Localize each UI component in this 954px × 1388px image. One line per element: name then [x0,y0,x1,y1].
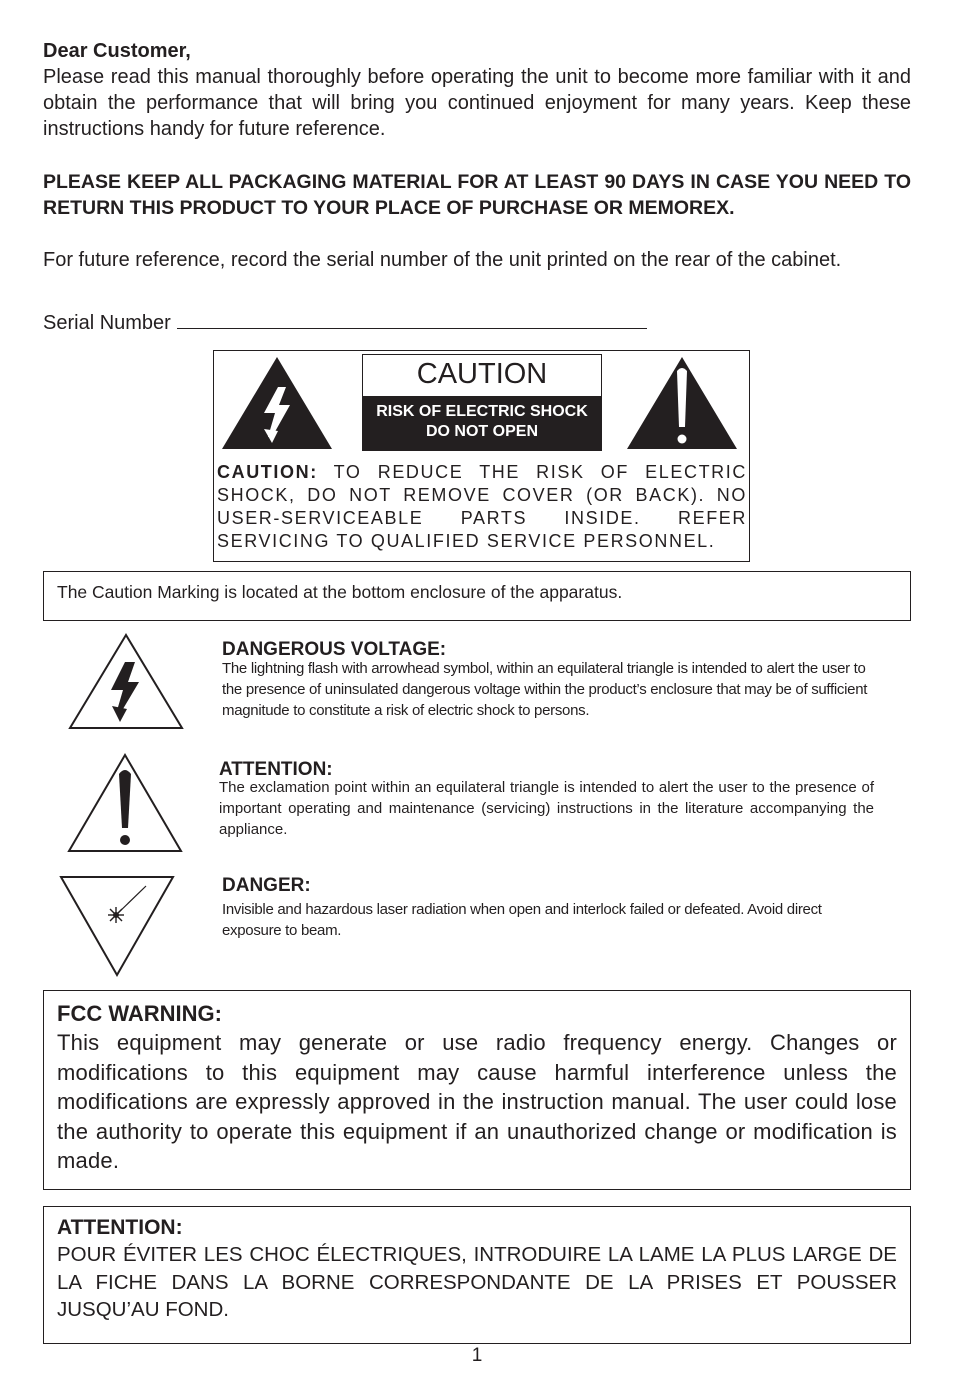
page-number: 1 [471,1345,483,1366]
attention-symbol-text: The exclamation point within an equilateral triangle is intended to alert the user to the presence of important operating and maintenance (servicing) instructions in the literature accompanying the appliance. [219,779,874,838]
caution-warning-text [217,461,747,553]
danger-symbol-title: DANGER: [222,875,311,896]
caution-marking-note [43,571,911,621]
attention-symbol-title: ATTENTION: [219,759,333,780]
caution-title: CAUTION [416,358,548,390]
exclamation-triangle-icon [66,752,184,854]
caution-title-panel [362,354,602,451]
caution-marking-text: The Caution Marking is located at the bottom enclosure of the apparatus. [57,582,623,602]
attention-symbol-section [219,759,874,840]
risk-line-2: DO NOT OPEN [425,423,538,440]
caution-text-lead: CAUTION: [217,462,318,482]
packaging-notice: PLEASE KEEP ALL PACKAGING MATERIAL FOR AT LEAST 90 DAYS IN CASE YOU NEED TO RETURN THIS PRODUCT TO YOUR PLACE OF PURCHASE OR MEMOREX. [43,171,911,219]
dangerous-voltage-title: DANGEROUS VOLTAGE: [222,639,447,660]
french-attention-box [43,1206,911,1344]
caution-label [213,350,750,562]
exclamation-warning-icon [625,355,739,451]
serial-number-label: Serial Number [43,312,171,334]
fcc-warning-text: This equipment may generate or use radio frequency energy. Changes or modifications to this equipment may cause harmful interference unless the modifications are expressly approved in the instruction manual. The user could lose the authority to operate this equipment if an unauthorized change or modification is made. [57,1030,897,1173]
dangerous-voltage-text: The lightning flash with arrowhead symbol, within an equilateral triangle is intended to alert the user to the presence of uninsulated dangerous voltage within the product’s enclosure that may be of sufficient magnitude to constitute a risk of electric shock to persons. [222,660,868,719]
danger-symbol-text: Invisible and hazardous laser radiation when open and interlock failed or defeated. Avoid direct exposure to beam. [222,901,822,939]
future-reference-note: For future reference, record the serial number of the unit printed on the rear of the cabinet. [43,249,842,271]
lightning-triangle-icon [67,632,185,731]
lightning-warning-icon [220,355,334,451]
intro-paragraph: Please read this manual thoroughly before operating the unit to become more familiar with it and obtain the performance that will bring you continued enjoyment for many years. Keep these instructions handy for future reference. [43,66,911,140]
risk-line-1: RISK OF ELECTRIC SHOCK [376,403,588,420]
serial-number-field [43,310,647,336]
greeting: Dear Customer, [43,40,191,62]
french-attention-title: ATTENTION: [57,1216,183,1239]
french-attention-text: POUR ÉVITER LES CHOC ÉLECTRIQUES, INTRODUIRE LA LAME LA PLUS LARGE DE LA FICHE DANS LA BORNE CORRESPONDANTE DE LA PRISES ET POUSSER JUSQU’AU FOND. [57,1243,897,1321]
risk-of-shock-banner [363,396,601,450]
caution-text-body: TO REDUCE THE RISK OF ELECTRIC SHOCK, DO NOT REMOVE COVER (OR BACK). NO USER-SERVICEABLE PARTS INSIDE. REFER SERVICING TO QUALIFIED SERVICE PERSONNEL. [217,462,747,551]
serial-number-blank-line [177,311,647,329]
danger-symbol-section [222,875,877,941]
fcc-warning-box [43,990,911,1190]
laser-warning-icon [58,874,176,978]
fcc-warning-title: FCC WARNING: [57,1001,222,1026]
dangerous-voltage-section [222,639,882,721]
